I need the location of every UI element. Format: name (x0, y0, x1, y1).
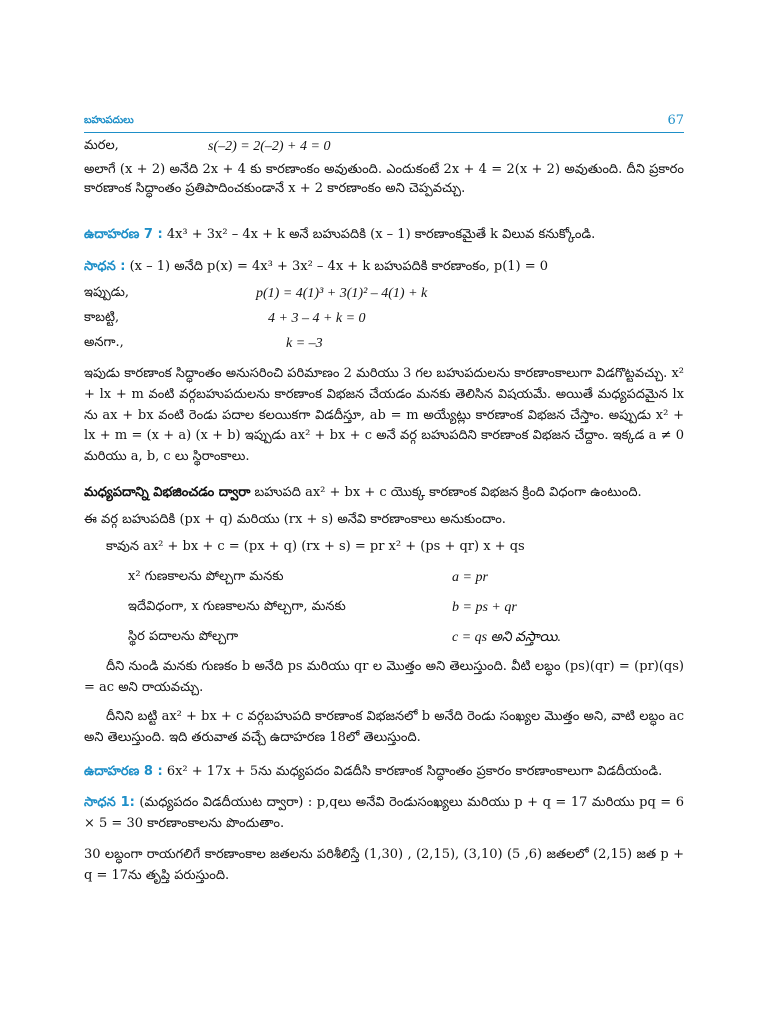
compare-right: a = pr (452, 570, 488, 585)
paragraph-text: అలాగే (x + 2) అనేది 2x + 4 కు కారణాంకం అవుతుంది. ఎందుకంటే 2x + 4 = 2(x + 2) అవుతుంది. దీని ప్రకారం కారణాంక సిద్ధాంతం ప్రతిపాదించకుండానే x + 2 కారణాంకం అని చెప్పవచ్చు. (84, 162, 684, 196)
page-number: 67 (667, 113, 684, 128)
paragraph-3 (84, 484, 684, 503)
solution-7 (84, 258, 684, 277)
step-2 (84, 309, 684, 328)
step-equation: 4 + 3 – 4 + k = 0 (268, 311, 366, 326)
equation: s(–2) = 2(–2) + 4 = 0 (208, 139, 331, 154)
page-header (84, 112, 684, 133)
paragraph-7 (84, 707, 684, 749)
bold-lead: మధ్యపదాన్ని విభజించడం ద్వారా (84, 485, 251, 500)
paragraph-text: ఇపుడు కారణాంక సిద్ధాంతం అనుసరించి పరిమాణం 2 మరియు 3 గల బహుపదులను కారణాంకాలుగా విడగొట్టవచ్చు. x² + lx + m వంటి వర్గబహుపదులను కారణాంక విభజన చేయడం మనకు తెలిసిన విషయమే. అయితే మధ్యపదమైన lx ను ax + bx వంటి రెండు పదాల కలయికగా విడదీస్తూ, ab = m అయ్యేట్లు కారణాంక విభజన చేస్తాం. అప్పుడు x² + lx + m = (x + a) (x + b) ఇప్పుడు ax² + bx + c అనే వర్గ బహుపదిని కారణాంక విభజన చేద్దాం. ఇక్కడ a ≠ 0 మరియు a, b, c లు స్థిరాంకాలు. (84, 366, 684, 465)
paragraph-text: దీని నుండి మనకు గుణకం b అనేది ps మరియు qr ల మొత్తం అని తెలుస్తుంది. వీటి లబ్ధం (ps)(qr) = (pr)(qs) = ac అని రాయవచ్చు. (84, 659, 684, 695)
compare-left: ఇదేవిధంగా, x గుణకాలను పోల్చగా, మనకు (128, 599, 346, 614)
compare-right: c = qs అని వస్తాయి. (452, 630, 562, 645)
solution-text: (మధ్యపదం విడదీయుట ద్వారా) : p,qలు అనేవి రెండుసంఖ్యలు మరియు p + q = 17 మరియు pq = 6 × 5 = 30 కారణాంకాలను పొందుతాం. (84, 795, 684, 831)
step-1 (84, 284, 684, 303)
step-label: కాబట్టి, (84, 310, 120, 325)
step-label: అనగా., (84, 335, 124, 350)
step-equation: k = –3 (286, 336, 323, 351)
compare-left: స్థిర పదాలను పోల్చగా (128, 629, 239, 644)
paragraph-1 (84, 161, 684, 199)
paragraph-2 (84, 364, 684, 468)
example-8 (84, 763, 684, 782)
solution-label: సాధన 1: (84, 795, 135, 810)
paragraph-text: కావున ax² + bx + c = (px + q) (rx + s) = pr x² + (ps + qr) x + qs (106, 539, 525, 554)
example-7 (84, 226, 684, 245)
paragraph-6 (84, 657, 684, 699)
line-label: మరల, (84, 138, 119, 153)
compare-left: x² గుణకాలను పోల్చగా మనకు (128, 569, 284, 584)
paragraph-4 (84, 511, 684, 530)
step-3 (84, 334, 684, 353)
compare-right: b = ps + qr (452, 600, 517, 615)
paragraph-text: 30 లబ్ధంగా రాయగలిగే కారణాంకాల జతలను పరిశీలిస్తే (1,30) , (2,15), (3,10) (5 ,6) జతలలో (2,15) జత p + q = 17ను తృప్తి పరుస్తుంది. (84, 847, 684, 883)
example-label: ఉదాహరణ 8 : (84, 764, 163, 779)
paragraph-5 (106, 538, 684, 557)
example-text: 4x³ + 3x² – 4x + k అనే బహుపదికి (x – 1) కారణాంకమైతే k విలువ కనుక్కోండి. (166, 227, 596, 242)
chapter-title: బహుపదులు (84, 115, 134, 126)
step-equation: p(1) = 4(1)³ + 3(1)² – 4(1) + k (256, 286, 428, 301)
step-label: ఇప్పుడు, (84, 285, 130, 300)
example-label: ఉదాహరణ 7 : (84, 227, 163, 242)
line-maral (84, 137, 684, 156)
paragraph-text: దీనిని బట్టి ax² + bx + c వర్గబహుపది కారణాంక విభజనలో b అనేది రెండు సంఖ్యల మొత్తం అని, వాటి లబ్ధం ac అని తెలుస్తుంది. ఇది తరువాత వచ్చే ఉదాహరణ 18లో తెలుస్తుంది. (84, 709, 684, 745)
solution-8 (84, 793, 684, 835)
paragraph-text: బహుపది ax² + bx + c యొక్క కారణాంక విభజన క్రింది విధంగా ఉంటుంది. (250, 485, 642, 500)
solution-text: (x – 1) అనేది p(x) = 4x³ + 3x² – 4x + k బహుపదికి కారణాంకం, p(1) = 0 (129, 259, 549, 274)
paragraph-text: ఈ వర్గ బహుపదికి (px + q) మరియు (rx + s) అనేవి కారణాంకాలు అనుకుందాం. (84, 512, 506, 527)
solution-label: సాధన : (84, 259, 126, 274)
paragraph-8 (84, 845, 684, 887)
example-text: 6x² + 17x + 5ను మధ్యపదం విడదీసి కారణాంక సిద్ధాంతం ప్రకారం కారణాంకాలుగా విడదీయండి. (166, 764, 663, 779)
